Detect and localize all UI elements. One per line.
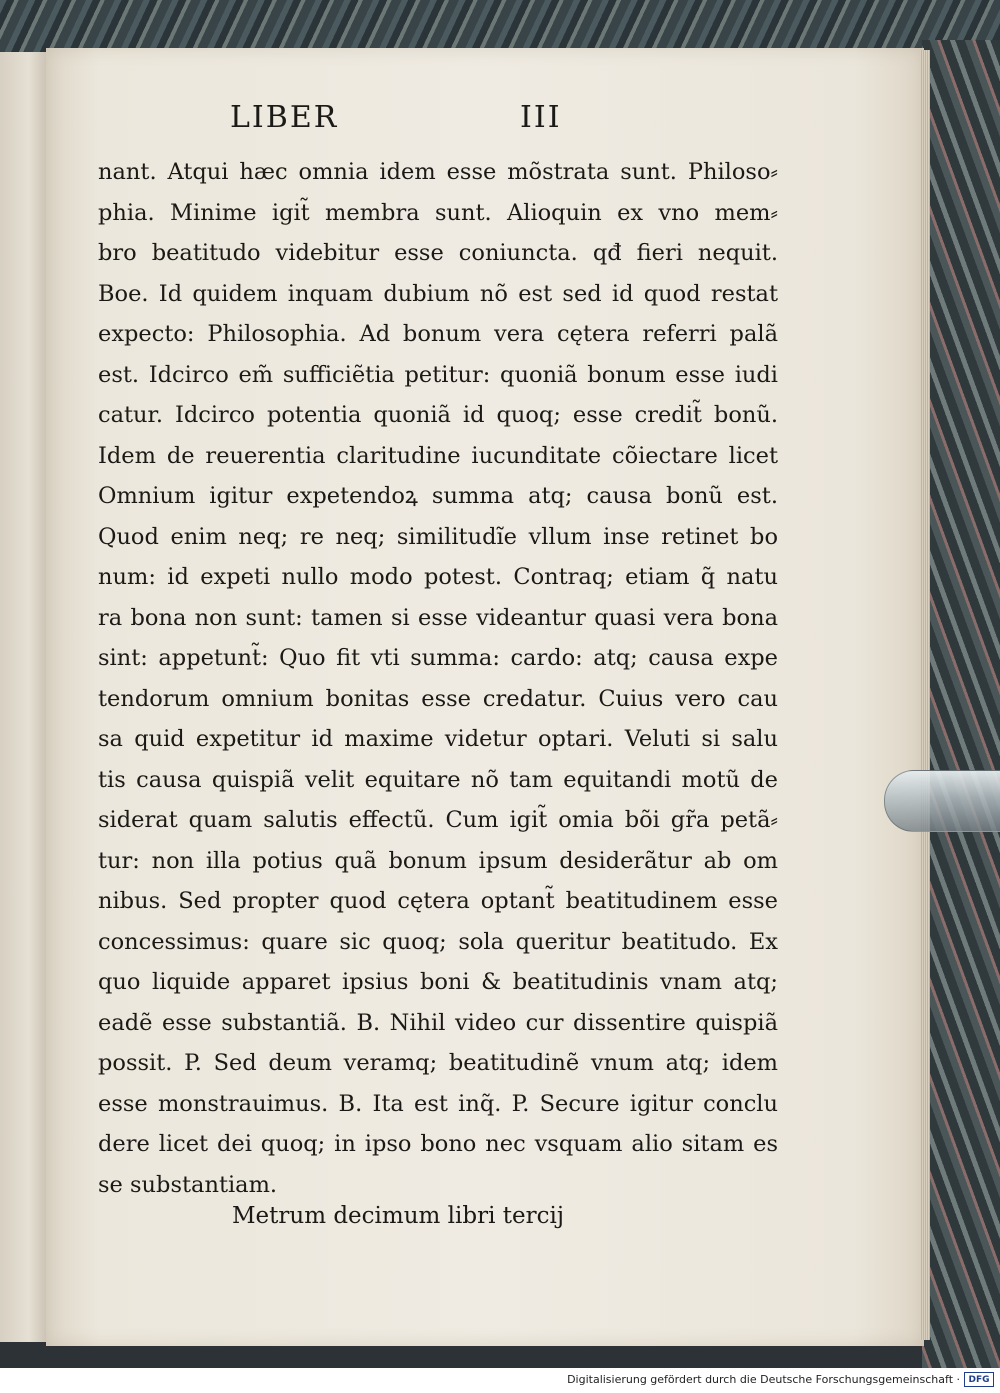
text-line: tis causa quispiã velit equitare nõ tam equitandi motũ de bbox=[98, 766, 778, 793]
dfg-logo: DFG bbox=[964, 1372, 994, 1387]
text-line: expecto: Philosophia. Ad bonum vera cętera referri palã bbox=[98, 321, 778, 347]
text-line: Boe. Id quidem inquam dubium nõ est sed id quod restat bbox=[98, 280, 778, 307]
text-line: possit. P. Sed deum veramq; beatitudinẽ vnum atq; idem bbox=[98, 1050, 778, 1076]
text-line: nibus. Sed propter quod cętera optant̃ beatitudinem esse bbox=[98, 888, 778, 914]
text-line: est. Idcirco em̃ sufficiẽtia petitur: quoniã bonum esse iudi bbox=[98, 361, 778, 388]
text-line: concessimus: quare sic quoq; sola queritur beatitudo. Ex bbox=[98, 928, 778, 955]
facing-page-edge bbox=[0, 52, 50, 1342]
text-line: tendorum omnium bonitas esse credatur. Cuius vero cau bbox=[98, 685, 778, 712]
text-line: Omnium igitur expetendoꝝ summa atq; causa bonũ est. bbox=[98, 483, 778, 509]
running-head-book-number: III bbox=[520, 100, 562, 135]
text-line: dere licet dei quoq; in ipso bono nec vsquam alio sitam es bbox=[98, 1131, 778, 1157]
text-line: bro beatitudo videbitur esse coniuncta. qđ fieri nequit. bbox=[98, 240, 778, 266]
marbled-cover-right bbox=[922, 40, 1000, 1368]
body-text bbox=[98, 152, 778, 1205]
text-line: sint: appetunt̃: Quo fit vti summa: cardo: atq; causa expe bbox=[98, 645, 778, 671]
text-line: Quod enim neq; re neq; similitudĩe vllum inse retinet bo bbox=[98, 523, 778, 550]
text-line: eadẽ esse substantiã. B. Nihil video cur dissentire quispiã bbox=[98, 1009, 778, 1036]
text-line: Idem de reuerentia claritudine iucunditate cõiectare licet bbox=[98, 442, 778, 469]
text-line: se substantiam. bbox=[98, 1171, 278, 1198]
text-line: nant. Atqui hæc omnia idem esse mõstrata sunt. Philoso⸗ bbox=[98, 159, 778, 185]
text-line: tur: non illa potius quã bonum ipsum desiderãtur ab om bbox=[98, 847, 778, 874]
text-line: esse monstrauimus. B. Ita est inq̃. P. Secure igitur conclu bbox=[98, 1090, 778, 1117]
text-line: quo liquide apparet ipsius boni & beatitudinis vnam atq; bbox=[98, 969, 778, 995]
funding-credit: Digitalisierung gefördert durch die Deutsche Forschungsgemeinschaft · bbox=[567, 1373, 960, 1386]
digitization-footer bbox=[0, 1368, 1000, 1393]
text-line: catur. Idcirco potentia quoniã id quoq; esse credit̃ bonũ. bbox=[98, 402, 778, 428]
text-line: phia. Minime igit̃ membra sunt. Alioquin ex vno mem⸗ bbox=[98, 199, 778, 226]
page-stack-edge bbox=[920, 50, 930, 1340]
page-clip-holder bbox=[884, 770, 1000, 832]
text-line: siderat quam salutis effectũ. Cum igit̃ omia bõi gr̃a petã⸗ bbox=[98, 807, 778, 833]
section-heading: Metrum decimum libri tercij bbox=[232, 1203, 564, 1229]
running-head-title: LIBER bbox=[230, 100, 339, 135]
text-line: sa quid expetitur id maxime videtur optari. Veluti si salu bbox=[98, 726, 778, 752]
text-line: num: id expeti nullo modo potest. Contraq; etiam q̃ natu bbox=[98, 564, 778, 590]
text-line: ra bona non sunt: tamen si esse videantur quasi vera bona bbox=[98, 604, 778, 631]
